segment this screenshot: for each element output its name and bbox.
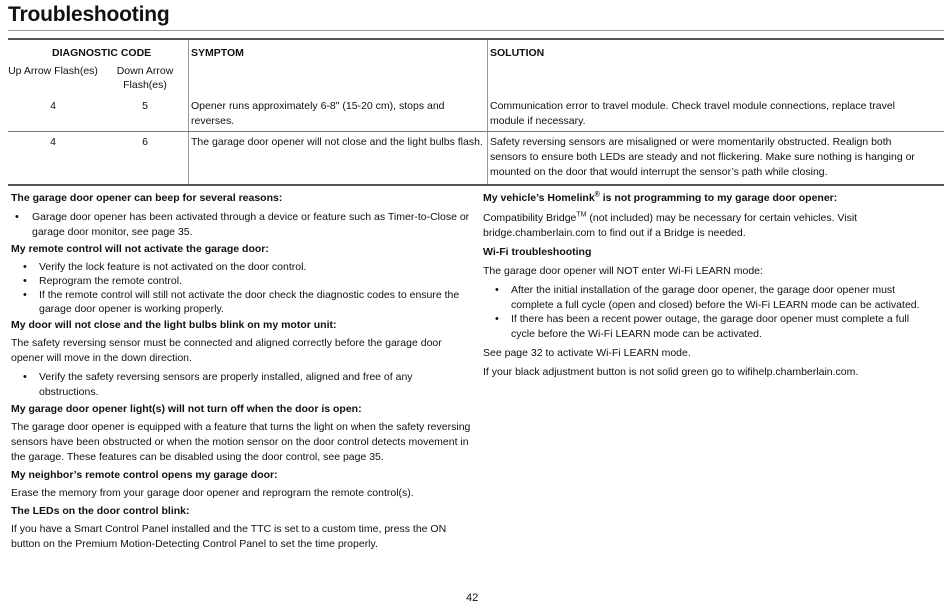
list-item: • Garage door opener has been activated through a device or feature such as Timer-to-Close or garage door monitor, see page 35. <box>11 210 473 240</box>
row1-symptom: Opener runs approximately 6-8" (15-20 cm), stops and reverses. <box>191 100 445 127</box>
neighbor-text: Erase the memory from your garage door opener and reprogram the remote control(s). <box>11 487 414 499</box>
right-column <box>483 191 935 380</box>
header-solution: SOLUTION <box>490 47 545 59</box>
leds-text: If you have a Smart Control Panel installed and the TTC is set to a custom time, press the ON button on the Premium Motion-Detecting Control Panel to set the time properly. <box>11 523 447 550</box>
header-diagnostic-code: DIAGNOSTIC CODE <box>52 47 152 59</box>
homelink-heading: My vehicle’s Homelink® is not programming to my garage door opener: <box>483 191 838 204</box>
wifi-help-text: If your black adjustment button is not solid green go to wifihelp.chamberlain.com. <box>483 366 859 378</box>
row2-down-flashes: 6 <box>142 136 148 148</box>
row2-symptom: The garage door opener will not close and the light bulbs flash. <box>191 136 483 148</box>
list-item: • If there has been a recent power outage, the garage door opener must complete a full cycle before the Wi-Fi LEARN mode can be activated. <box>483 312 935 341</box>
wifi-heading: Wi-Fi troubleshooting <box>483 246 592 258</box>
homelink-text: Compatibility Bridge™ (not included) may be necessary for certain vehicles. Visit bridge.chamberlain.com to find out if a Bridge is needed. <box>483 211 858 239</box>
row2-solution: Safety reversing sensors are misaligned or were momentarily obstructed. Realign both sensors to ensure both LEDs are steady and not flickering. Make sure nothing is hanging or mounted on the door that would interrupt the sensor’s path while closing. <box>490 136 915 178</box>
remote-heading: My remote control will not activate the garage door: <box>11 243 269 255</box>
left-column <box>11 191 473 552</box>
list-item: • Reprogram the remote control. <box>11 274 473 288</box>
light-heading: My garage door opener light(s) will not turn off when the door is open: <box>11 403 362 415</box>
beep-heading: The garage door opener can beep for several reasons: <box>11 192 283 204</box>
door-close-heading: My door will not close and the light bulbs blink on my motor unit: <box>11 319 337 331</box>
wifi-text: The garage door opener will NOT enter Wi-Fi LEARN mode: <box>483 265 763 277</box>
page-number: 42 <box>466 592 479 604</box>
door-close-list <box>11 370 473 400</box>
row2-up-flashes: 4 <box>50 136 56 148</box>
row-divider <box>8 131 944 132</box>
page-title: Troubleshooting <box>8 3 170 26</box>
wifi-learn-text: See page 32 to activate Wi-Fi LEARN mode. <box>483 347 691 359</box>
title-divider <box>8 30 944 31</box>
row1-down-flashes: 5 <box>142 100 148 112</box>
list-item: • After the initial installation of the garage door opener, the garage door opener must complete a full cycle (open and closed) before the Wi-Fi LEARN mode can be activated. <box>483 283 935 312</box>
trademark: TM <box>576 211 587 219</box>
header-down-arrow: Down Arrow Flash(es) <box>116 65 174 91</box>
light-text: The garage door opener is equipped with a feature that turns the light on when the safety reversing sensors have been obstructed or when the motion sensor on the door control detects movement in the garage. These features can be disabled using the door control, see page 35. <box>11 421 471 463</box>
remote-list <box>11 260 473 316</box>
row1-solution: Communication error to travel module. Check travel module connections, replace travel module if necessary. <box>490 100 896 127</box>
header-up-arrow: Up Arrow Flash(es) <box>8 65 98 77</box>
column-divider <box>487 40 488 186</box>
column-divider <box>188 40 189 186</box>
list-item: • Verify the lock feature is not activated on the door control. <box>11 260 473 274</box>
wifi-list <box>483 283 935 341</box>
leds-heading: The LEDs on the door control blink: <box>11 505 190 517</box>
header-symptom: SYMPTOM <box>191 47 244 59</box>
door-close-text: The safety reversing sensor must be connected and aligned correctly before the garage door opener will move in the down direction. <box>11 337 442 364</box>
row1-up-flashes: 4 <box>50 100 56 112</box>
table-top-rule <box>8 38 944 40</box>
list-item: • Verify the safety reversing sensors are properly installed, aligned and free of any obstructions. <box>11 370 473 400</box>
neighbor-heading: My neighbor’s remote control opens my garage door: <box>11 469 278 481</box>
table-bottom-rule <box>8 184 944 186</box>
list-item: • If the remote control will still not activate the door check the diagnostic codes to ensure the garage door opener is working properly. <box>11 288 473 316</box>
registered-mark: ® <box>594 191 600 199</box>
beep-list <box>11 210 473 240</box>
